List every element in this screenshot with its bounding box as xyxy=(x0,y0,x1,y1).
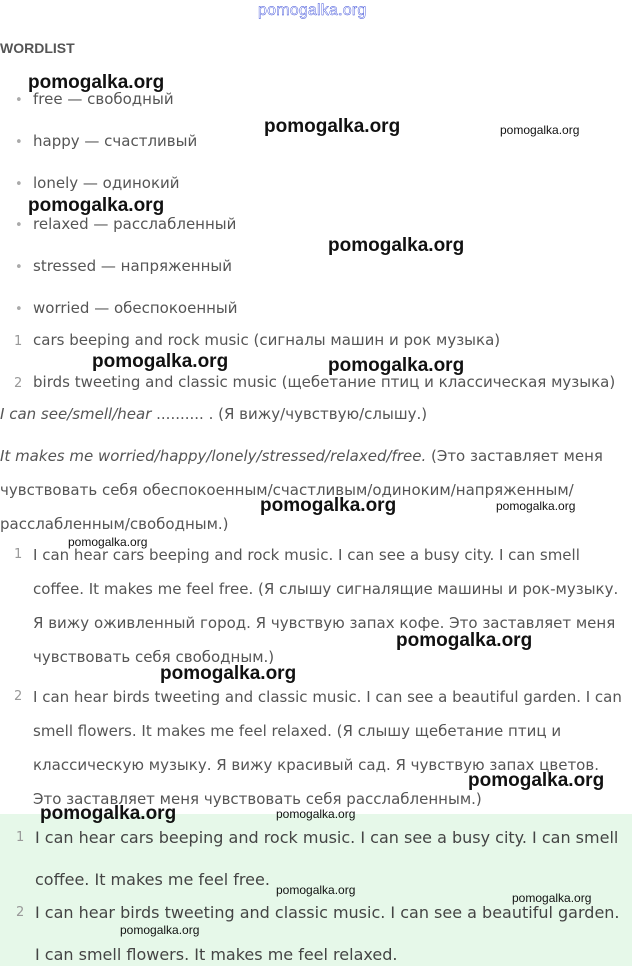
bullet-icon: • xyxy=(15,302,23,317)
wordlist-text: stressed — напряженный xyxy=(33,257,232,275)
item-number: 2 xyxy=(14,689,23,704)
site-header-link[interactable]: pomogalka.org xyxy=(258,2,367,19)
sound-option-text: birds tweeting and classic music (щебетание птиц и классическая музыка) xyxy=(33,373,616,391)
example-text: I can hear birds tweeting and classic music. I can see a beautiful garden. I can smell flowers. It makes me feel relaxed. (Я слышу щебетание птиц и классическую музыку. Я вижу красивый сад. Я чувствую запах цветов. Это заставляет меня чувствовать себя расслабленным.) xyxy=(33,688,622,808)
item-number: 1 xyxy=(16,830,25,845)
item-number: 1 xyxy=(14,547,23,562)
bullet-icon: • xyxy=(15,218,23,233)
watermark: pomogalka.org xyxy=(276,883,356,897)
watermark: pomogalka.org xyxy=(92,351,229,372)
watermark: pomogalka.org xyxy=(68,535,148,549)
example-item xyxy=(14,680,630,816)
pattern-blank: .......... . xyxy=(151,405,214,423)
wordlist-item xyxy=(15,174,180,192)
watermark: pomogalka.org xyxy=(468,770,605,791)
bullet-icon: • xyxy=(15,177,23,192)
watermark: pomogalka.org xyxy=(160,663,297,684)
pattern-italic: It makes me worried/happy/lonely/stressed/relaxed/free. xyxy=(0,447,427,465)
watermark: pomogalka.org xyxy=(396,630,533,651)
wordlist-item xyxy=(15,132,197,150)
bullet-icon: • xyxy=(15,135,23,150)
watermark: pomogalka.org xyxy=(264,116,401,137)
pattern-makes-me xyxy=(0,439,632,541)
example-text: I can hear cars beeping and rock music. I can see a busy city. I can smell coffee. It makes me feel free. (Я слышу сигналящие машины и рок-музыку. Я вижу оживленный город. Я чувствую запах кофе. Это заставляет меня чувствовать себя свободным.) xyxy=(33,546,619,666)
pattern-translation: (Это заставляет меня чувствовать себя обеспокоенным/счастливым/одиноким/напряженным/расслабленным/свободным.) xyxy=(0,447,603,533)
wordlist-text: lonely — одинокий xyxy=(33,174,180,192)
watermark: pomogalka.org xyxy=(496,499,576,513)
wordlist-item xyxy=(15,215,236,233)
wordlist-text: relaxed — расслабленный xyxy=(33,215,237,233)
watermark: pomogalka.org xyxy=(120,923,200,937)
answer-text: I can hear birds tweeting and classic music. I can see a beautiful garden. I can smell flowers. It makes me feel relaxed. xyxy=(35,903,620,964)
bullet-icon: • xyxy=(15,93,23,108)
watermark: pomogalka.org xyxy=(328,235,465,256)
section-title: WORDLIST xyxy=(0,40,75,56)
watermark: pomogalka.org xyxy=(260,495,397,516)
watermark: pomogalka.org xyxy=(512,891,592,905)
pattern-translation: (Я вижу/чувствую/слышу.) xyxy=(213,405,428,423)
sound-option xyxy=(14,331,500,349)
item-number: 2 xyxy=(16,905,25,920)
pattern-italic: I can see/smell/hear xyxy=(0,405,152,423)
wordlist-text: happy — счастливый xyxy=(33,132,198,150)
sound-option xyxy=(14,373,615,391)
watermark: pomogalka.org xyxy=(500,123,580,137)
wordlist-text: worried — обеспокоенный xyxy=(33,299,238,317)
answer-text: I can hear cars beeping and rock music. I can see a busy city. I can smell coffee. It makes me feel free. xyxy=(35,828,619,889)
watermark: pomogalka.org xyxy=(328,355,465,376)
pattern-see-smell-hear xyxy=(0,397,632,431)
wordlist-text: free — свободный xyxy=(33,90,174,108)
watermark: pomogalka.org xyxy=(28,72,165,93)
item-number: 2 xyxy=(14,376,23,391)
sound-option-text: cars beeping and rock music (сигналы машин и рок музыка) xyxy=(33,331,501,349)
wordlist-item xyxy=(15,257,232,275)
watermark: pomogalka.org xyxy=(40,803,177,824)
bullet-icon: • xyxy=(15,260,23,275)
item-number: 1 xyxy=(14,334,23,349)
wordlist-item xyxy=(15,299,238,317)
watermark: pomogalka.org xyxy=(28,195,165,216)
watermark: pomogalka.org xyxy=(276,807,356,821)
example-item xyxy=(14,538,630,674)
